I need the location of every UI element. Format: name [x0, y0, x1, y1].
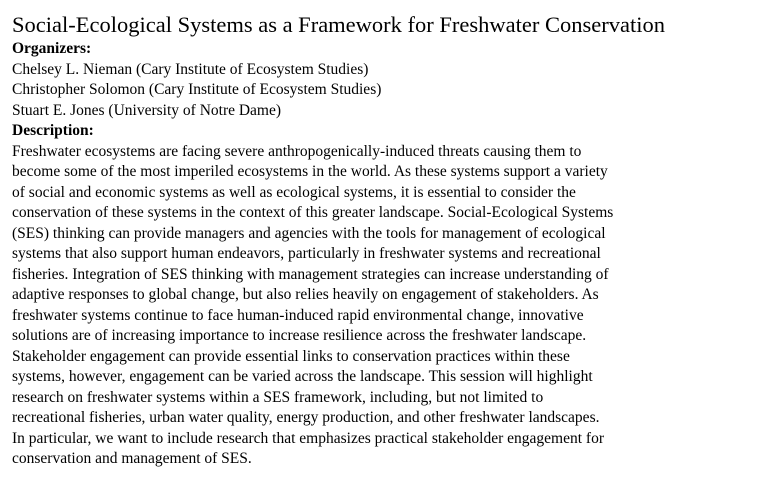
description-line: systems, however, engagement can be varied across the landscape. This session will highlight: [12, 368, 593, 385]
description-line: solutions are of increasing importance to increase resilience across the freshwater landscape.: [12, 327, 587, 344]
description-line: fisheries. Integration of SES thinking with management strategies can increase understanding of: [12, 265, 609, 283]
description-line: conservation of these systems in the context of this greater landscape. Social-Ecological Systems: [12, 204, 614, 221]
description-line: conservation and management of SES.: [12, 450, 252, 467]
organizers-heading: Organizers:: [12, 40, 92, 57]
document-title: Social-Ecological Systems as a Framework for Freshwater Conservation: [12, 12, 665, 37]
description-line: of social and economic systems as well as ecological systems, it is essential to consider the: [12, 183, 576, 201]
description-line: freshwater systems continue to face human-induced rapid environmental change, innovative: [12, 306, 584, 324]
description-line: adaptive responses to global change, but also relies heavily on engagement of stakeholders. As: [12, 286, 599, 303]
organizer-item: Christopher Solomon (Cary Institute of Ecosystem Studies): [12, 81, 382, 98]
description-line: recreational fisheries, urban water quality, energy production, and other freshwater landscapes.: [12, 409, 600, 426]
description-line: become some of the most imperiled ecosystems in the world. As these systems support a variety: [12, 163, 608, 180]
description-line: (SES) thinking can provide managers and agencies with the tools for management of ecological: [12, 224, 606, 242]
description-line: Freshwater ecosystems are facing severe anthropogenically-induced threats causing them to: [12, 142, 582, 160]
document-page: [12, 10, 752, 470]
description-heading: Description:: [12, 122, 94, 139]
description-body[interactable]: [12, 142, 752, 470]
description-line: systems that also support human endeavors, particularly in freshwater systems and recreational: [12, 245, 601, 262]
organizers-list: [12, 60, 752, 122]
organizer-item: Stuart E. Jones (University of Notre Dame): [12, 101, 282, 119]
organizer-item: Chelsey L. Nieman (Cary Institute of Ecosystem Studies): [12, 60, 369, 78]
description-line: Stakeholder engagement can provide essential links to conservation practices within these: [12, 347, 570, 365]
description-line: research on freshwater systems within a SES framework, including, but not limited to: [12, 388, 544, 406]
description-line: In particular, we want to include research that emphasizes practical stakeholder engagement for: [12, 429, 604, 447]
